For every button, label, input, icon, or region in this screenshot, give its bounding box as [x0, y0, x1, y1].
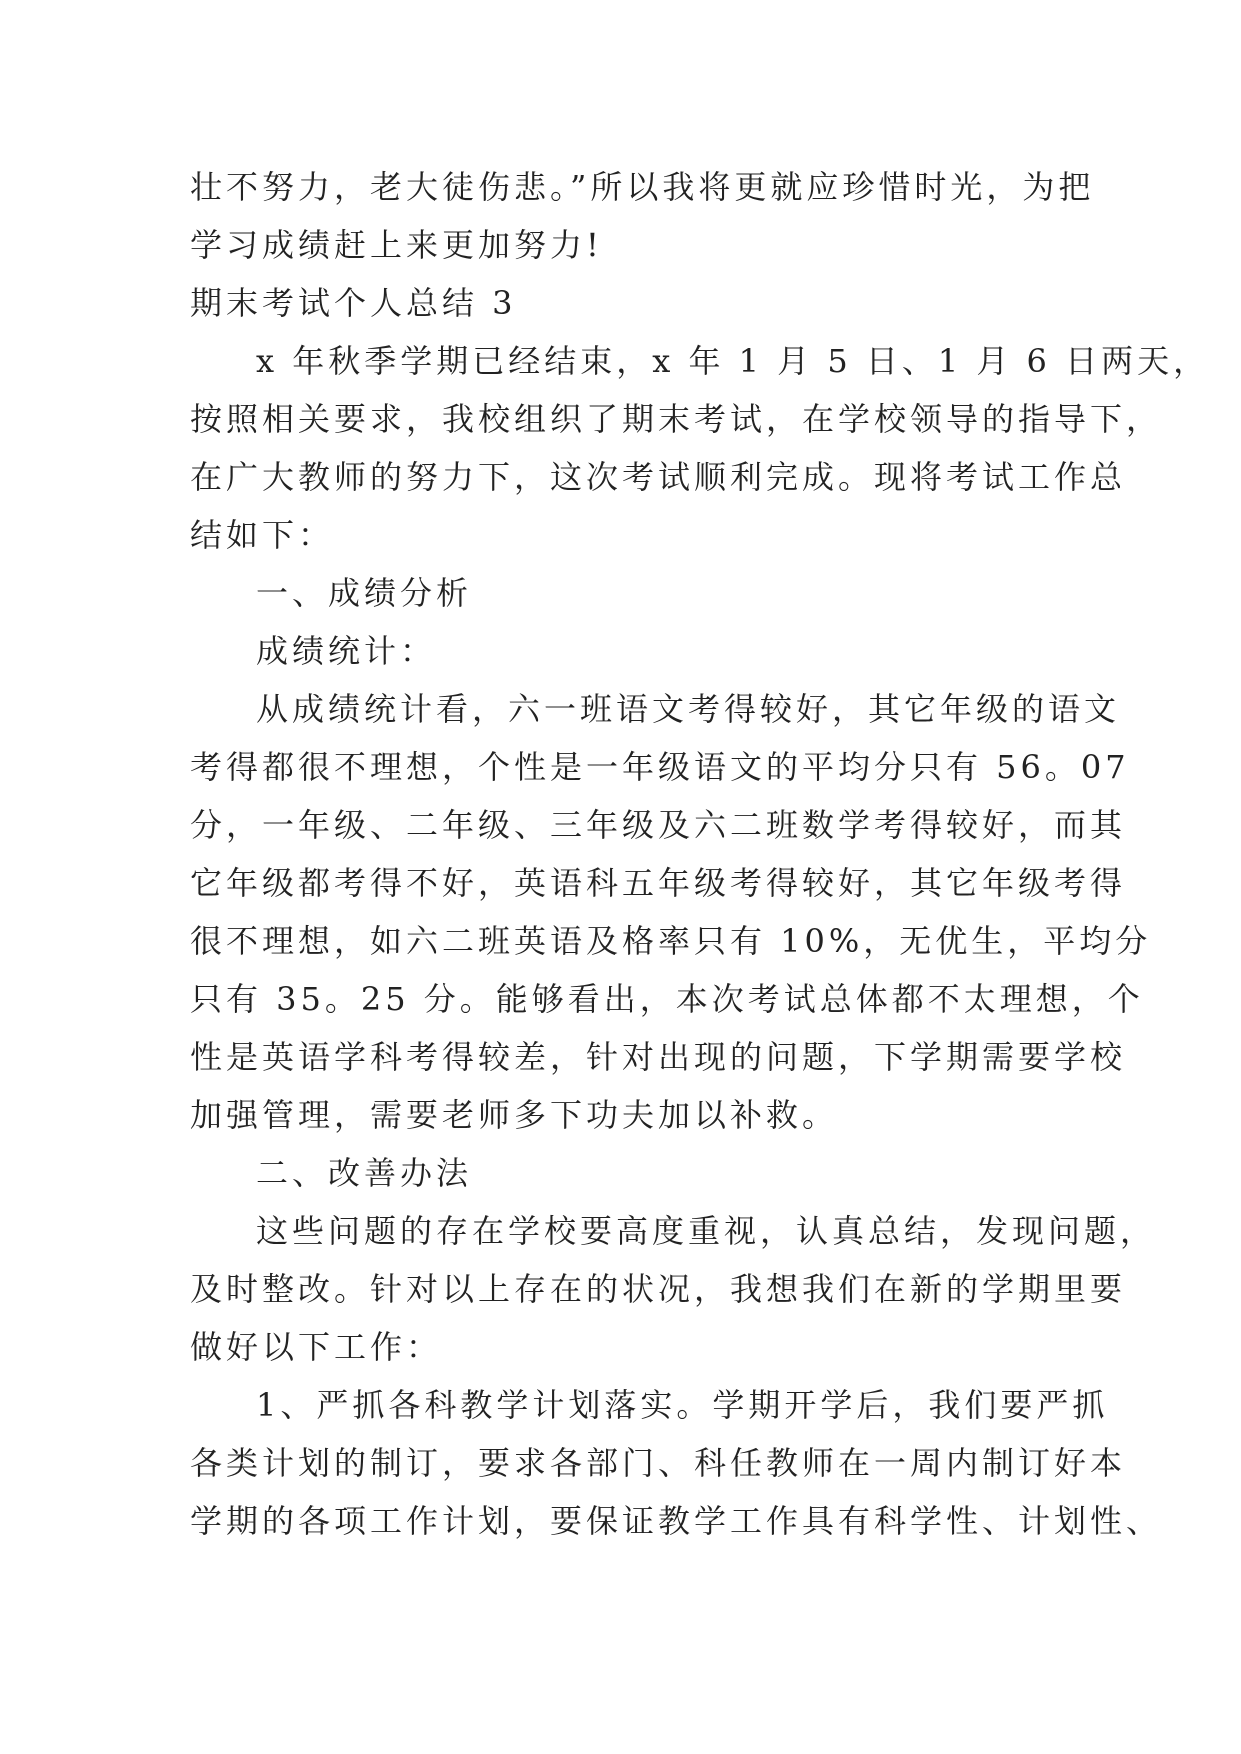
text-line: 壮不努力，老大徒伤悲。”所以我将更就应珍惜时光，为把	[190, 168, 1095, 206]
text-line: 及时整改。针对以上存在的状况，我想我们在新的学期里要	[190, 1270, 1127, 1308]
text-line: 很不理想，如六二班英语及格率只有 10%，无优生，平均分	[190, 922, 1152, 960]
subheading: 成绩统计：	[256, 632, 437, 670]
text-line: 按照相关要求，我校组织了期末考试，在学校领导的指导下，	[190, 400, 1163, 438]
text-line: 加强管理，需要老师多下功夫加以补救。	[190, 1096, 839, 1134]
paragraph-first-line: 1、严抓各科教学计划落实。学期开学后，我们要严抓	[256, 1386, 1109, 1424]
text-line: 性是英语学科考得较差，针对出现的问题，下学期需要学校	[190, 1038, 1127, 1076]
text-line: 在广大教师的努力下，这次考试顺利完成。现将考试工作总	[190, 458, 1127, 496]
text-line: 做好以下工作：	[190, 1328, 443, 1366]
section-heading: 期末考试个人总结 3	[190, 284, 517, 322]
paragraph-first-line: 这些问题的存在学校要高度重视，认真总结，发现问题，	[256, 1212, 1157, 1250]
text-line: 学期的各项工作计划，要保证教学工作具有科学性、计划性、	[190, 1502, 1163, 1540]
text-line: 各类计划的制订，要求各部门、科任教师在一周内制订好本	[190, 1444, 1127, 1482]
text-line: 只有 35。25 分。能够看出，本次考试总体都不太理想，个	[190, 980, 1144, 1018]
text-line: 结如下：	[190, 516, 335, 554]
paragraph-first-line: x 年秋季学期已经结束，x 年 1 月 5 日、1 月 6 日两天，	[256, 342, 1210, 380]
text-line: 它年级都考得不好，英语科五年级考得较好，其它年级考得	[190, 864, 1127, 902]
document-body	[190, 158, 1210, 1550]
text-line: 分，一年级、二年级、三年级及六二班数学考得较好，而其	[190, 806, 1127, 844]
text-line: 学习成绩赶上来更加努力!	[190, 226, 603, 264]
text-line: 考得都很不理想，个性是一年级语文的平均分只有 56。07	[190, 748, 1130, 786]
subheading: 二、改善办法	[256, 1154, 473, 1192]
paragraph-first-line: 从成绩统计看，六一班语文考得较好，其它年级的语文	[256, 690, 1121, 728]
subheading: 一、成绩分析	[256, 574, 473, 612]
